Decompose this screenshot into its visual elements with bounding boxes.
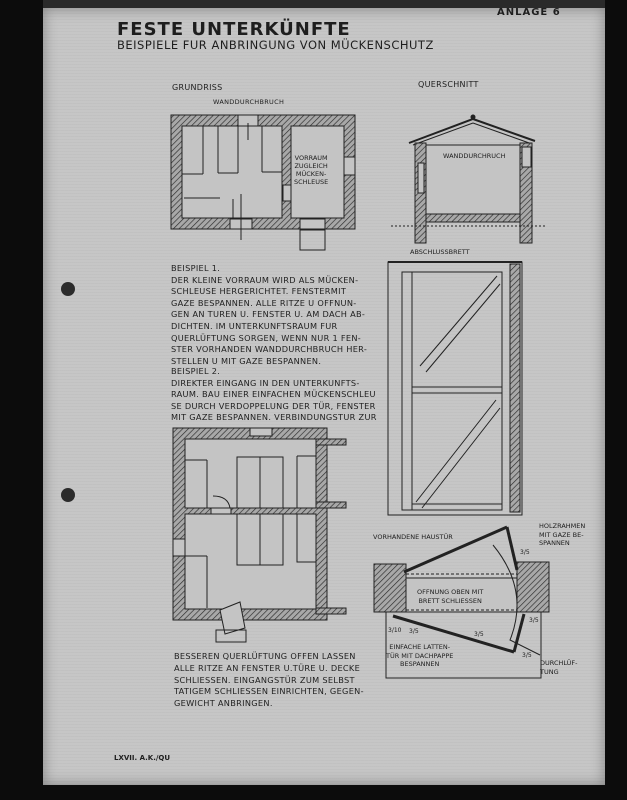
dimension-label: 3/10	[388, 627, 402, 634]
text-line: TATIGEM SCHLIESSEN EINRICHTEN, GEGEN-	[174, 686, 364, 697]
anteroom-label-line: SCHLEUSE	[294, 178, 329, 186]
lath-door-label	[386, 643, 453, 669]
page-title: FESTE UNTERKÜNFTE	[117, 19, 351, 40]
dimension-label: 3/5	[522, 652, 532, 659]
text-line: BEISPIEL 2.	[171, 366, 221, 376]
dimension-label: 3/5	[409, 628, 419, 635]
lath-door-label-line: TÜR MIT DACHPAPPE	[386, 651, 454, 660]
opening-label-line: BRETT SCHLIESSEN	[418, 597, 482, 605]
text-line: BESSEREN QUERLÜFTUNG OFFEN LASSEN	[174, 651, 356, 661]
annex-label: ANLAGE 6	[497, 7, 561, 18]
dimension-label: 3/5	[529, 617, 539, 624]
frame-label-line: MIT GAZE BE-	[539, 530, 584, 539]
text-line: GEWICHT ANBRINGEN.	[174, 698, 273, 709]
door-elevation-label: ABSCHLUSSBRETT	[410, 248, 470, 256]
dimension-label: 3/5	[474, 631, 484, 638]
text-line: STER VORHANDEN WANDDURCHBRUCH HER-	[171, 344, 368, 355]
floor-plan-1-wall-opening-label: WANDDURCHBRUCH	[213, 98, 285, 106]
frame-label-line: SPANNEN	[539, 539, 570, 547]
floor-plan-1-heading: GRUNDRISS	[172, 83, 223, 92]
frame-label	[539, 522, 585, 548]
text-line: SCHLEUSE HERGERICHTET. FENSTERMIT	[171, 286, 347, 297]
text-line: DIREKTER EINGANG IN DEN UNTERKUNFTS-	[171, 377, 360, 388]
existing-door-label: VORHANDENE HAUSTÜR	[373, 533, 453, 541]
ventilation-label	[540, 659, 578, 676]
text-line: DICHTEN. IM UNTERKUNFTSRAUM FUR	[171, 320, 338, 331]
example-2-text	[171, 366, 377, 424]
lath-door-label-line: EINFACHE LATTEN-	[389, 643, 451, 651]
text-line: RAUM. BAU EINER EINFACHEN MÜCKENSCHLEU	[171, 389, 376, 400]
floor-plan-2	[173, 428, 346, 642]
footer-reference: LXVII. A.K./QU	[114, 754, 171, 762]
ventilation-label-line: DURCHLÜF-	[540, 659, 578, 667]
text-line: QUERLÜFTUNG SORGEN, WENN NUR 1 FEN-	[171, 332, 362, 343]
text-line: GAZE BESPANNEN. ALLE RITZE U OFFNUN-	[171, 297, 357, 308]
text-line: GEN AN TUREN U. FENSTER U. AM DACH AB-	[171, 309, 366, 320]
dimension-label: 3/5	[520, 549, 530, 556]
cross-section-wall-opening-label: WANDDURCHRUCH	[443, 152, 506, 160]
anteroom-label-line: VORRAUM	[294, 154, 328, 162]
opening-label	[417, 588, 483, 606]
frame-label-line: HOLZRAHMEN	[539, 522, 586, 530]
ventilation-label-line: TUNG	[540, 667, 559, 676]
anteroom-label	[294, 154, 328, 186]
opening-label-line: OFFNUNG OBEN MIT	[417, 588, 484, 596]
text-line: SCHLIESSEN. EINGANGSTÜR ZUM SELBST	[174, 674, 355, 685]
door-elevation	[388, 262, 522, 515]
text-line: MIT GAZE BESPANNEN. VERBINDUNGSTUR ZUR	[171, 412, 377, 423]
lath-door-label-line: BESPANNEN	[400, 660, 440, 668]
text-line: STELLEN U MIT GAZE BESPANNEN.	[171, 355, 322, 366]
anteroom-label-line: ZUGLEICH	[294, 162, 328, 170]
text-line: BEISPIEL 1.	[171, 263, 221, 273]
example-2-continued-text	[174, 651, 364, 710]
cross-section-heading: QUERSCHNITT	[418, 80, 479, 89]
anteroom-label-line: MÜCKEN-	[295, 170, 327, 178]
text-line: SE DURCH VERDOPPELUNG DER TÜR, FENSTER	[171, 400, 376, 411]
example-1-text	[171, 263, 367, 367]
text-line: DER KLEINE VORRAUM WIRD ALS MÜCKEN-	[171, 274, 359, 285]
page-subtitle: BEISPIELE FUR ANBRINGUNG VON MÜCKENSCHUTZ	[117, 38, 434, 52]
cross-section	[391, 115, 547, 243]
text-line: ALLE RITZE AN FENSTER U.TÜRE U. DECKE	[174, 662, 361, 673]
